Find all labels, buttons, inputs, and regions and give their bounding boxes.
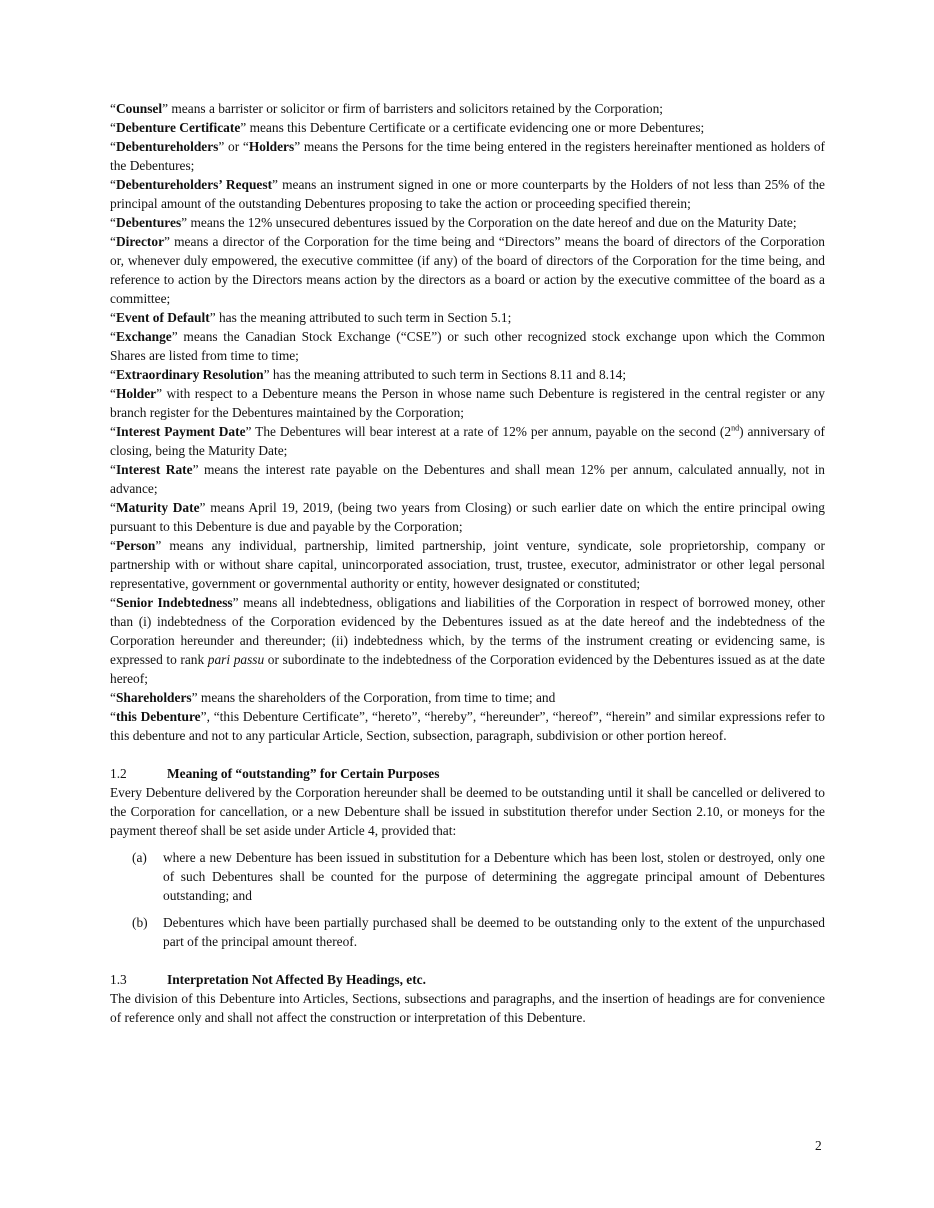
definition-text: means the interest rate payable on the Debentures and shall mean 12% per annum, calculated annually, not in advance; [110, 462, 825, 496]
italic-text: pari passu [207, 652, 265, 667]
definition-item: “Debentureholders” or “Holders” means the Persons for the time being entered in the registers hereinafter mentioned as holders of the Debentures; [110, 139, 825, 173]
definition-text: means all indebtedness, obligations and liabilities of the Corporation in respect of borrowed money, other than (i) indebtedness of the Corporation evidenced by the Debentures issued as at the date hereof and the indebtedness of the Corporation hereunder and thereunder; (ii) indebtedness which, by the terms of the instrument creating or evidencing same, is expressed to rank [110, 595, 826, 667]
page-number: 2 [815, 1138, 822, 1153]
section-number: 1.3 [110, 972, 127, 987]
defined-term: Holders [248, 139, 295, 154]
defined-term: Holder [115, 386, 157, 401]
definition-item: “Debenture Certificate” means this Debenture Certificate or a certificate evidencing one or more Debentures; [110, 120, 705, 135]
definition-text: or subordinate to the indebtedness of the Corporation evidenced by the Debentures issued as at the date hereof; [110, 652, 825, 686]
definition-item: “Maturity Date” means April 19, 2019, (being two years from Closing) or such earlier date on which the entire principal owing pursuant to this Debenture is due and payable by the Corporation; [110, 500, 825, 534]
definition-item: “Interest Payment Date” The Debentures will bear interest at a rate of 12% per annum, payable on the second (2nd) anniversary of closing, being the Maturity Date; [110, 423, 825, 458]
term-connector: ” or “ [218, 139, 249, 154]
defined-term: Interest Rate [115, 462, 193, 477]
definition-item: “Senior Indebtedness” means all indebtedness, obligations and liabilities of the Corporation in respect of borrowed money, other than (i) indebtedness of the Corporation evidenced by the Debentures issued as at the date hereof and the indebtedness of the Corporation hereunder and thereunder; (ii) indebtedness which, by the terms of the instrument creating or evidencing same, is expressed to rank pari passu or subordinate to the indebtedness of the Corporation evidenced by the Debentures issued as at the date hereof; [110, 595, 826, 686]
item-label: (b) [132, 915, 148, 930]
defined-term: Extraordinary Resolution [115, 367, 264, 382]
section-1-3-heading [110, 970, 825, 989]
definitions-list [110, 99, 825, 745]
definition-text: means the shareholders of the Corporation, from time to time; and [197, 690, 556, 705]
defined-term: Event of Default [115, 310, 210, 325]
section-title: Interpretation Not Affected By Headings, etc. [167, 972, 426, 987]
defined-term: Director [115, 234, 165, 249]
definition-item: “this Debenture”, “this Debenture Certificate”, “hereto”, “hereby”, “hereunder”, “hereof”, “herein” and similar expressions refer to this debenture and not to any particular Article, Section, subsection, paragraph, subdivision or other portion hereof. [110, 709, 825, 743]
defined-term: Debentureholders [115, 139, 219, 154]
definition-item: “Director” means a director of the Corporation for the time being and “Directors” means the board of directors of the Corporation or, whenever duly empowered, the executive committee (if any) of the board of directors of the Corporation for the time being, and reference to action by the Directors means action by the directors as a board or action by the executive committee of the board as a committee; [110, 234, 825, 306]
defined-term: Exchange [115, 329, 172, 344]
definition-item: “Exchange” means the Canadian Stock Exchange (“CSE”) or such other recognized stock exchange upon which the Common Shares are listed from time to time; [110, 329, 825, 363]
definition-item: “Event of Default” has the meaning attributed to such term in Section 5.1; [110, 310, 512, 325]
definition-item: “Counsel” means a barrister or solicitor or firm of barristers and solicitors retained by the Corporation; [110, 101, 663, 116]
defined-term: this Debenture [115, 709, 201, 724]
defined-term: Maturity Date [115, 500, 200, 515]
superscript: nd [731, 423, 740, 433]
list-item [110, 848, 825, 905]
definition-text: means any individual, partnership, limited partnership, joint venture, syndicate, sole proprietorship, company or partnership with or without share capital, unincorporated association, trust, trustee, executor, administrator or other legal personal representative, government or governmental authority or entity, however designated or constituted; [110, 538, 825, 591]
definition-text: has the meaning attributed to such term in Section 5.1; [215, 310, 512, 325]
item-text: Debentures which have been partially purchased shall be deemed to be outstanding only to the extent of the unpurchased part of the principal amount thereof. [163, 915, 825, 949]
definition-text: means this Debenture Certificate or a certificate evidencing one or more Debentures; [246, 120, 705, 135]
definition-text: means April 19, 2019, (being two years from Closing) or such earlier date on which the entire principal owing pursuant to this Debenture is due and payable by the Corporation; [110, 500, 825, 534]
section-1-3-body: The division of this Debenture into Articles, Sections, subsections and paragraphs, and the insertion of headings are for convenience of reference only and shall not affect the construction or interpretation of this Debenture. [110, 991, 825, 1025]
definition-text: means the Persons for the time being entered in the registers hereinafter mentioned as holders of the Debentures; [110, 139, 825, 173]
definition-item: “Person” means any individual, partnership, limited partnership, joint venture, syndicate, sole proprietorship, company or partnership with or without share capital, unincorporated association, trust, trustee, executor, administrator or other legal personal representative, government or governmental authority or entity, however designated or constituted; [110, 538, 825, 591]
defined-term: Debenture Certificate [115, 120, 241, 135]
definition-item: “Extraordinary Resolution” has the meaning attributed to such term in Sections 8.11 and 8.14; [110, 367, 627, 382]
item-text: where a new Debenture has been issued in substitution for a Debenture which has been lost, stolen or destroyed, only one of such Debentures shall be counted for the purpose of determining the aggregate principal amount of Debentures outstanding; and [163, 850, 825, 903]
definition-item: “Debentureholders’ Request” means an instrument signed in one or more counterparts by the Holders of not less than 25% of the principal amount of the outstanding Debentures proposing to take the action or proceeding specified therein; [110, 177, 825, 211]
definition-text: , “this Debenture Certificate”, “hereto”, “hereby”, “hereunder”, “hereof”, “herein” and similar expressions refer to this debenture and not to any particular Article, Section, subsection, paragraph, subdivision or other portion hereof. [110, 709, 825, 743]
section-number: 1.2 [110, 766, 127, 781]
document-page [110, 99, 825, 1027]
definition-text: means a director of the Corporation for the time being and “Directors” means the board of directors of the Corporation or, whenever duly empowered, the executive committee (if any) of the board of directors of the Corporation for the time being, and reference to action by the Directors means action by the directors as a board or action by the executive committee of the board as a committee; [110, 234, 825, 306]
definition-text: means the 12% unsecured debentures issued by the Corporation on the date hereof and due on the Maturity Date; [187, 215, 797, 230]
defined-term: Debentureholders’ Request [115, 177, 273, 192]
definition-text: means an instrument signed in one or more counterparts by the Holders of not less than 25% of the principal amount of the outstanding Debentures proposing to take the action or proceeding specified therein; [110, 177, 825, 211]
defined-term: Person [115, 538, 156, 553]
section-title: Meaning of “outstanding” for Certain Purposes [167, 766, 440, 781]
section-1-2-body: Every Debenture delivered by the Corporation hereunder shall be deemed to be outstanding until it shall be cancelled or delivered to the Corporation for cancellation, or a new Debenture shall be issued in substitution therefor under Section 2.10, or moneys for the payment thereof shall be set aside under Article 4, provided that: [110, 785, 825, 838]
definition-item: “Shareholders” means the shareholders of the Corporation, from time to time; and [110, 690, 556, 705]
defined-term: Counsel [115, 101, 163, 116]
defined-term: Senior Indebtedness [115, 595, 233, 610]
definition-text: has the meaning attributed to such term in Sections 8.11 and 8.14; [269, 367, 627, 382]
defined-term: Interest Payment Date [115, 424, 246, 439]
defined-term: Shareholders [115, 690, 192, 705]
definition-text: means the Canadian Stock Exchange (“CSE”) or such other recognized stock exchange upon which the Common Shares are listed from time to time; [110, 329, 825, 363]
definition-text: means a barrister or solicitor or firm of barristers and solicitors retained by the Corporation; [168, 101, 663, 116]
section-1-2-heading [110, 764, 825, 783]
definition-item: “Holder” with respect to a Debenture means the Person in whose name such Debenture is registered in the central register or any branch register for the Debentures maintained by the Corporation; [110, 386, 825, 420]
list-item [110, 913, 825, 951]
definition-text: with respect to a Debenture means the Person in whose name such Debenture is registered in the central register or any branch register for the Debentures maintained by the Corporation; [110, 386, 825, 420]
definition-text: ) anniversary of closing, being the Maturity Date; [110, 424, 825, 458]
definition-text: The Debentures will bear interest at a rate of 12% per annum, payable on the second (2 [251, 424, 732, 439]
definition-item: “Interest Rate” means the interest rate payable on the Debentures and shall mean 12% per annum, calculated annually, not in advance; [110, 462, 825, 496]
defined-term: Debentures [115, 215, 182, 230]
definition-item: “Debentures” means the 12% unsecured debentures issued by the Corporation on the date hereof and due on the Maturity Date; [110, 215, 797, 230]
item-label: (a) [132, 850, 147, 865]
